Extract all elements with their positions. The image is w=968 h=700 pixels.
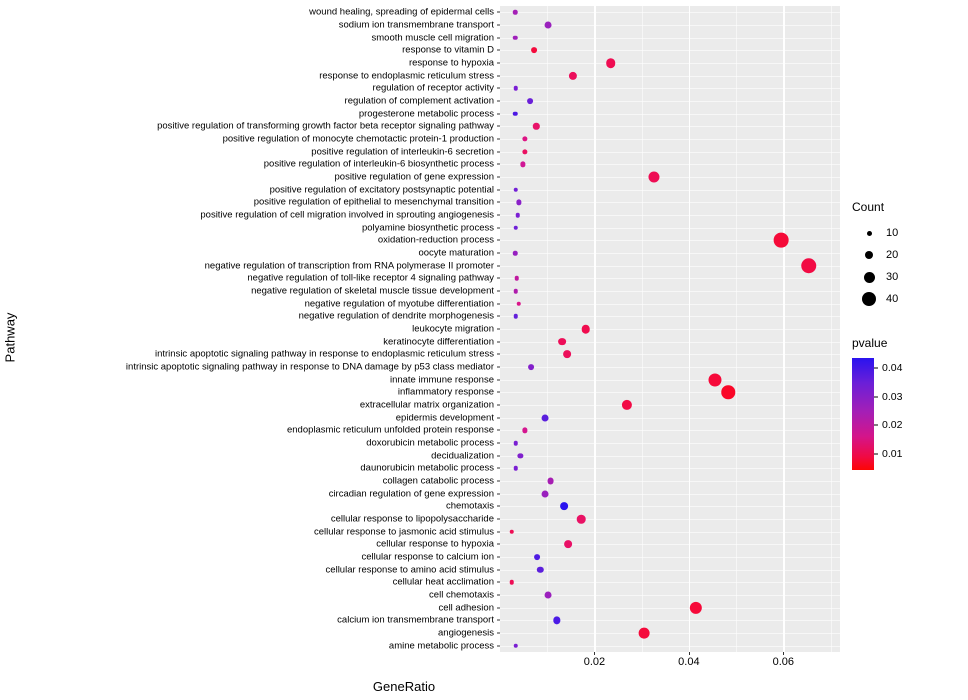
grid-line-horizontal: [500, 608, 840, 609]
data-point: [534, 554, 540, 560]
y-axis-tick-label: extracellular matrix organization: [359, 399, 494, 411]
data-point: [774, 233, 789, 248]
y-axis-tick-label: angiogenesis: [438, 627, 494, 639]
y-axis-tick-label: negative regulation of toll-like receptor 4 signaling pathway: [247, 272, 494, 284]
x-axis-tick-label: 0.02: [583, 656, 606, 668]
y-axis-tick-label: positive regulation of transforming growth factor beta receptor signaling pathway: [157, 120, 494, 132]
grid-line-horizontal: [500, 430, 840, 431]
legend-count-swatch: [852, 292, 886, 306]
grid-line-horizontal: [500, 316, 840, 317]
data-point: [582, 325, 591, 334]
legend-count-item: [852, 288, 962, 310]
y-axis-tick-label: negative regulation of dendrite morphogenesis: [298, 310, 494, 322]
legend-count-item: [852, 244, 962, 266]
grid-line-horizontal: [500, 76, 840, 77]
grid-line-vertical-minor: [547, 6, 548, 652]
y-axis-title: Pathway: [2, 312, 18, 363]
data-point: [527, 98, 533, 104]
y-axis-tick-label: amine metabolic process: [388, 640, 494, 652]
legend-count-dot: [864, 272, 875, 283]
x-axis-title: [0, 679, 968, 694]
legend-count-dot: [865, 251, 873, 259]
legend-count-swatch: [852, 272, 886, 283]
y-axis-tick-label: intrinsic apoptotic signaling pathway in response to endoplasmic reticulum stress: [154, 348, 494, 360]
data-point: [544, 592, 551, 599]
y-axis-tick-label: calcium ion transmembrane transport: [337, 614, 494, 626]
y-axis-tick-label: positive regulation of epithelial to mesenchymal transition: [253, 196, 494, 208]
y-axis-tick-label: response to hypoxia: [408, 57, 494, 69]
y-axis-tick-label: cell chemotaxis: [429, 589, 494, 601]
grid-line-horizontal: [500, 240, 840, 241]
y-axis-tick-label: keratinocyte differentiation: [383, 336, 494, 348]
data-point: [522, 149, 527, 154]
data-point: [533, 123, 539, 129]
data-point: [516, 200, 521, 205]
grid-line-horizontal: [500, 570, 840, 571]
y-axis-tick-label: positive regulation of excitatory postsynaptic potential: [269, 184, 494, 196]
data-point: [563, 350, 571, 358]
legend-pvalue-tick-label: 0.03: [882, 390, 903, 403]
legend-pvalue-tick-label: 0.04: [882, 362, 903, 375]
legend-pvalue-colorbar-wrap: [852, 358, 962, 470]
data-point: [606, 58, 616, 68]
grid-line-horizontal: [500, 544, 840, 545]
legend-count-item: [852, 266, 962, 288]
data-point: [513, 251, 518, 256]
grid-line-horizontal: [500, 139, 840, 140]
y-axis-tick-label: smooth muscle cell migration: [371, 32, 494, 44]
grid-line-horizontal: [500, 215, 840, 216]
grid-line-horizontal: [500, 38, 840, 39]
grid-line-horizontal: [500, 532, 840, 533]
y-axis-tick-label: oxidation-reduction process: [377, 234, 494, 246]
grid-line-horizontal: [500, 456, 840, 457]
grid-line-horizontal: [500, 266, 840, 267]
y-axis-tick-label: epidermis development: [395, 412, 494, 424]
data-point: [690, 601, 702, 613]
y-axis-tick-label: polyamine biosynthetic process: [361, 222, 494, 234]
data-point: [545, 22, 552, 29]
grid-line-vertical-minor: [831, 6, 832, 652]
grid-line-horizontal: [500, 88, 840, 89]
y-axis-tick-label: cellular heat acclimation: [392, 576, 494, 588]
y-axis-tick-label: positive regulation of monocyte chemotactic protein-1 production: [222, 133, 494, 145]
x-axis-title-text: GeneRatio: [372, 679, 436, 694]
grid-line-horizontal: [500, 164, 840, 165]
data-point: [513, 35, 518, 40]
data-point: [510, 529, 515, 534]
grid-line-horizontal: [500, 468, 840, 469]
data-point: [510, 580, 515, 585]
data-point: [513, 225, 518, 230]
data-point: [513, 466, 518, 471]
grid-line-horizontal: [500, 228, 840, 229]
grid-line-horizontal: [500, 342, 840, 343]
grid-line-horizontal: [500, 126, 840, 127]
y-axis-tick-label: innate immune response: [389, 374, 494, 386]
x-axis-tick-mark: [689, 652, 690, 655]
data-point: [801, 258, 817, 274]
grid-line-horizontal: [500, 582, 840, 583]
data-point: [522, 136, 527, 141]
data-point: [649, 171, 660, 182]
grid-line-horizontal: [500, 63, 840, 64]
y-axis-tick-label: collagen catabolic process: [382, 475, 494, 487]
data-point: [553, 617, 560, 624]
data-point: [516, 213, 521, 218]
grid-line-horizontal: [500, 304, 840, 305]
grid-line-vertical-minor: [642, 6, 643, 652]
legend-pvalue-tick-mark: [874, 396, 878, 397]
grid-line-horizontal: [500, 367, 840, 368]
x-axis-tick-mark: [594, 652, 595, 655]
y-axis-tick-label: intrinsic apoptotic signaling pathway in response to DNA damage by p53 class mediator: [125, 361, 494, 373]
grid-line-horizontal: [500, 557, 840, 558]
grid-line-horizontal: [500, 620, 840, 621]
data-point: [513, 111, 518, 116]
y-axis-tick-label: cellular response to amino acid stimulus: [325, 564, 494, 576]
data-point: [518, 453, 523, 458]
legend-count-item: [852, 222, 962, 244]
y-axis-tick-label: cellular response to calcium ion: [361, 551, 494, 563]
y-axis-tick-label: doxorubicin metabolic process: [366, 437, 494, 449]
data-point: [542, 490, 549, 497]
grid-line-horizontal: [500, 101, 840, 102]
data-point: [569, 72, 577, 80]
legend-pvalue-tick-mark: [874, 454, 878, 455]
legend-count-dot: [867, 231, 872, 236]
y-axis-tick-label: progesterone metabolic process: [358, 108, 494, 120]
y-axis-tick-label: regulation of receptor activity: [372, 82, 494, 94]
grid-line-horizontal: [500, 291, 840, 292]
plot-panel: [500, 6, 840, 652]
data-point: [513, 441, 518, 446]
data-point: [558, 338, 566, 346]
grid-line-horizontal: [500, 329, 840, 330]
data-point: [528, 364, 534, 370]
data-point: [708, 373, 721, 386]
legend-pvalue-title: pvalue: [852, 336, 888, 350]
grid-line-vertical-minor: [736, 6, 737, 652]
legend-count-dot: [862, 292, 876, 306]
y-axis-tick-label: regulation of complement activation: [344, 95, 494, 107]
y-axis-tick-label: decidualization: [431, 450, 494, 462]
legend-pvalue: [852, 336, 962, 470]
x-axis-tick-label: 0.06: [772, 656, 795, 668]
grid-line-vertical-major: [783, 6, 784, 652]
y-axis-tick-label: sodium ion transmembrane transport: [338, 19, 494, 31]
grid-line-horizontal: [500, 443, 840, 444]
grid-line-horizontal: [500, 494, 840, 495]
data-point: [520, 162, 525, 167]
grid-line-horizontal: [500, 12, 840, 13]
y-axis-tick-label: leukocyte migration: [412, 323, 494, 335]
grid-line-horizontal: [500, 506, 840, 507]
data-point: [639, 628, 650, 639]
x-axis-tick-label: 0.04: [678, 656, 700, 668]
legend-count-swatch: [852, 231, 886, 236]
grid-line-vertical-major: [594, 6, 595, 652]
data-point: [513, 643, 518, 648]
y-axis-tick-label: negative regulation of skeletal muscle tissue development: [251, 285, 494, 297]
grid-line-horizontal: [500, 380, 840, 381]
y-axis-tick-label: inflammatory response: [397, 386, 494, 398]
data-point: [513, 10, 518, 15]
y-axis-tick-label: positive regulation of gene expression: [334, 171, 494, 183]
grid-line-vertical-major: [689, 6, 690, 652]
legend-pvalue-colorbar: [852, 358, 874, 470]
data-point: [514, 276, 519, 281]
data-point: [564, 540, 572, 548]
grid-line-horizontal: [500, 253, 840, 254]
grid-line-horizontal: [500, 190, 840, 191]
grid-line-horizontal: [500, 646, 840, 647]
data-point: [547, 478, 554, 485]
legend-pvalue-tick-label: 0.01: [882, 448, 903, 461]
y-axis-tick-label: circadian regulation of gene expression: [328, 488, 494, 500]
y-axis-tick-label: cell adhesion: [438, 602, 494, 614]
legend-count-swatch: [852, 251, 886, 259]
y-axis-tick-label: negative regulation of transcription from RNA polymerase II promoter: [204, 260, 494, 272]
x-axis-tick-mark: [783, 652, 784, 655]
data-point: [622, 400, 632, 410]
legend-count-label: 40: [886, 293, 899, 305]
data-point: [542, 414, 549, 421]
y-axis-tick-label: positive regulation of cell migration involved in sprouting angiogenesis: [200, 209, 494, 221]
data-point: [513, 86, 518, 91]
grid-line-horizontal: [500, 405, 840, 406]
data-point: [513, 289, 518, 294]
legend-count-label: 20: [886, 249, 899, 261]
grid-line-horizontal: [500, 278, 840, 279]
grid-line-horizontal: [500, 354, 840, 355]
grid-line-horizontal: [500, 202, 840, 203]
data-point: [513, 187, 518, 192]
y-axis-tick-label: endoplasmic reticulum unfolded protein response: [286, 424, 494, 436]
y-axis-tick-label: positive regulation of interleukin-6 secretion: [311, 146, 494, 158]
data-point: [537, 566, 543, 572]
grid-line-horizontal: [500, 50, 840, 51]
legend-count-label: 30: [886, 271, 899, 283]
legend-count-title: Count: [852, 200, 885, 214]
y-axis-tick-label: positive regulation of interleukin-6 biosynthetic process: [263, 158, 494, 170]
data-point: [517, 301, 522, 306]
y-axis-tick-label: cellular response to lipopolysaccharide: [330, 513, 494, 525]
y-axis-tick-label: response to endoplasmic reticulum stress: [319, 70, 494, 82]
grid-line-horizontal: [500, 152, 840, 153]
data-point: [532, 47, 538, 53]
y-axis-tick-label: cellular response to jasmonic acid stimulus: [313, 526, 494, 538]
grid-line-horizontal: [500, 177, 840, 178]
grid-line-horizontal: [500, 633, 840, 634]
legend-count-rows: [852, 222, 962, 310]
y-axis-tick-label: negative regulation of myotube differentiation: [304, 298, 494, 310]
data-point: [513, 314, 518, 319]
y-axis-tick-label: wound healing, spreading of epidermal cells: [309, 6, 494, 18]
legend-count: [852, 200, 962, 310]
legend-count-label: 10: [886, 227, 899, 239]
y-axis-tick-label: chemotaxis: [445, 500, 494, 512]
grid-line-horizontal: [500, 418, 840, 419]
grid-line-horizontal: [500, 114, 840, 115]
data-point: [721, 386, 734, 399]
data-point: [560, 502, 568, 510]
y-axis-tick-label: daunorubicin metabolic process: [360, 462, 494, 474]
grid-line-horizontal: [500, 519, 840, 520]
grid-line-horizontal: [500, 392, 840, 393]
data-point: [522, 428, 527, 433]
y-axis-tick-label: cellular response to hypoxia: [376, 538, 494, 550]
y-axis-tick-label: oocyte maturation: [418, 247, 494, 259]
legend-pvalue-tick-label: 0.02: [882, 419, 903, 432]
legend-pvalue-tick-mark: [874, 368, 878, 369]
y-axis-tick-labels: [0, 6, 500, 652]
y-axis-tick-label: response to vitamin D: [402, 44, 494, 56]
legend-pvalue-tick-mark: [874, 425, 878, 426]
data-point: [577, 515, 586, 524]
